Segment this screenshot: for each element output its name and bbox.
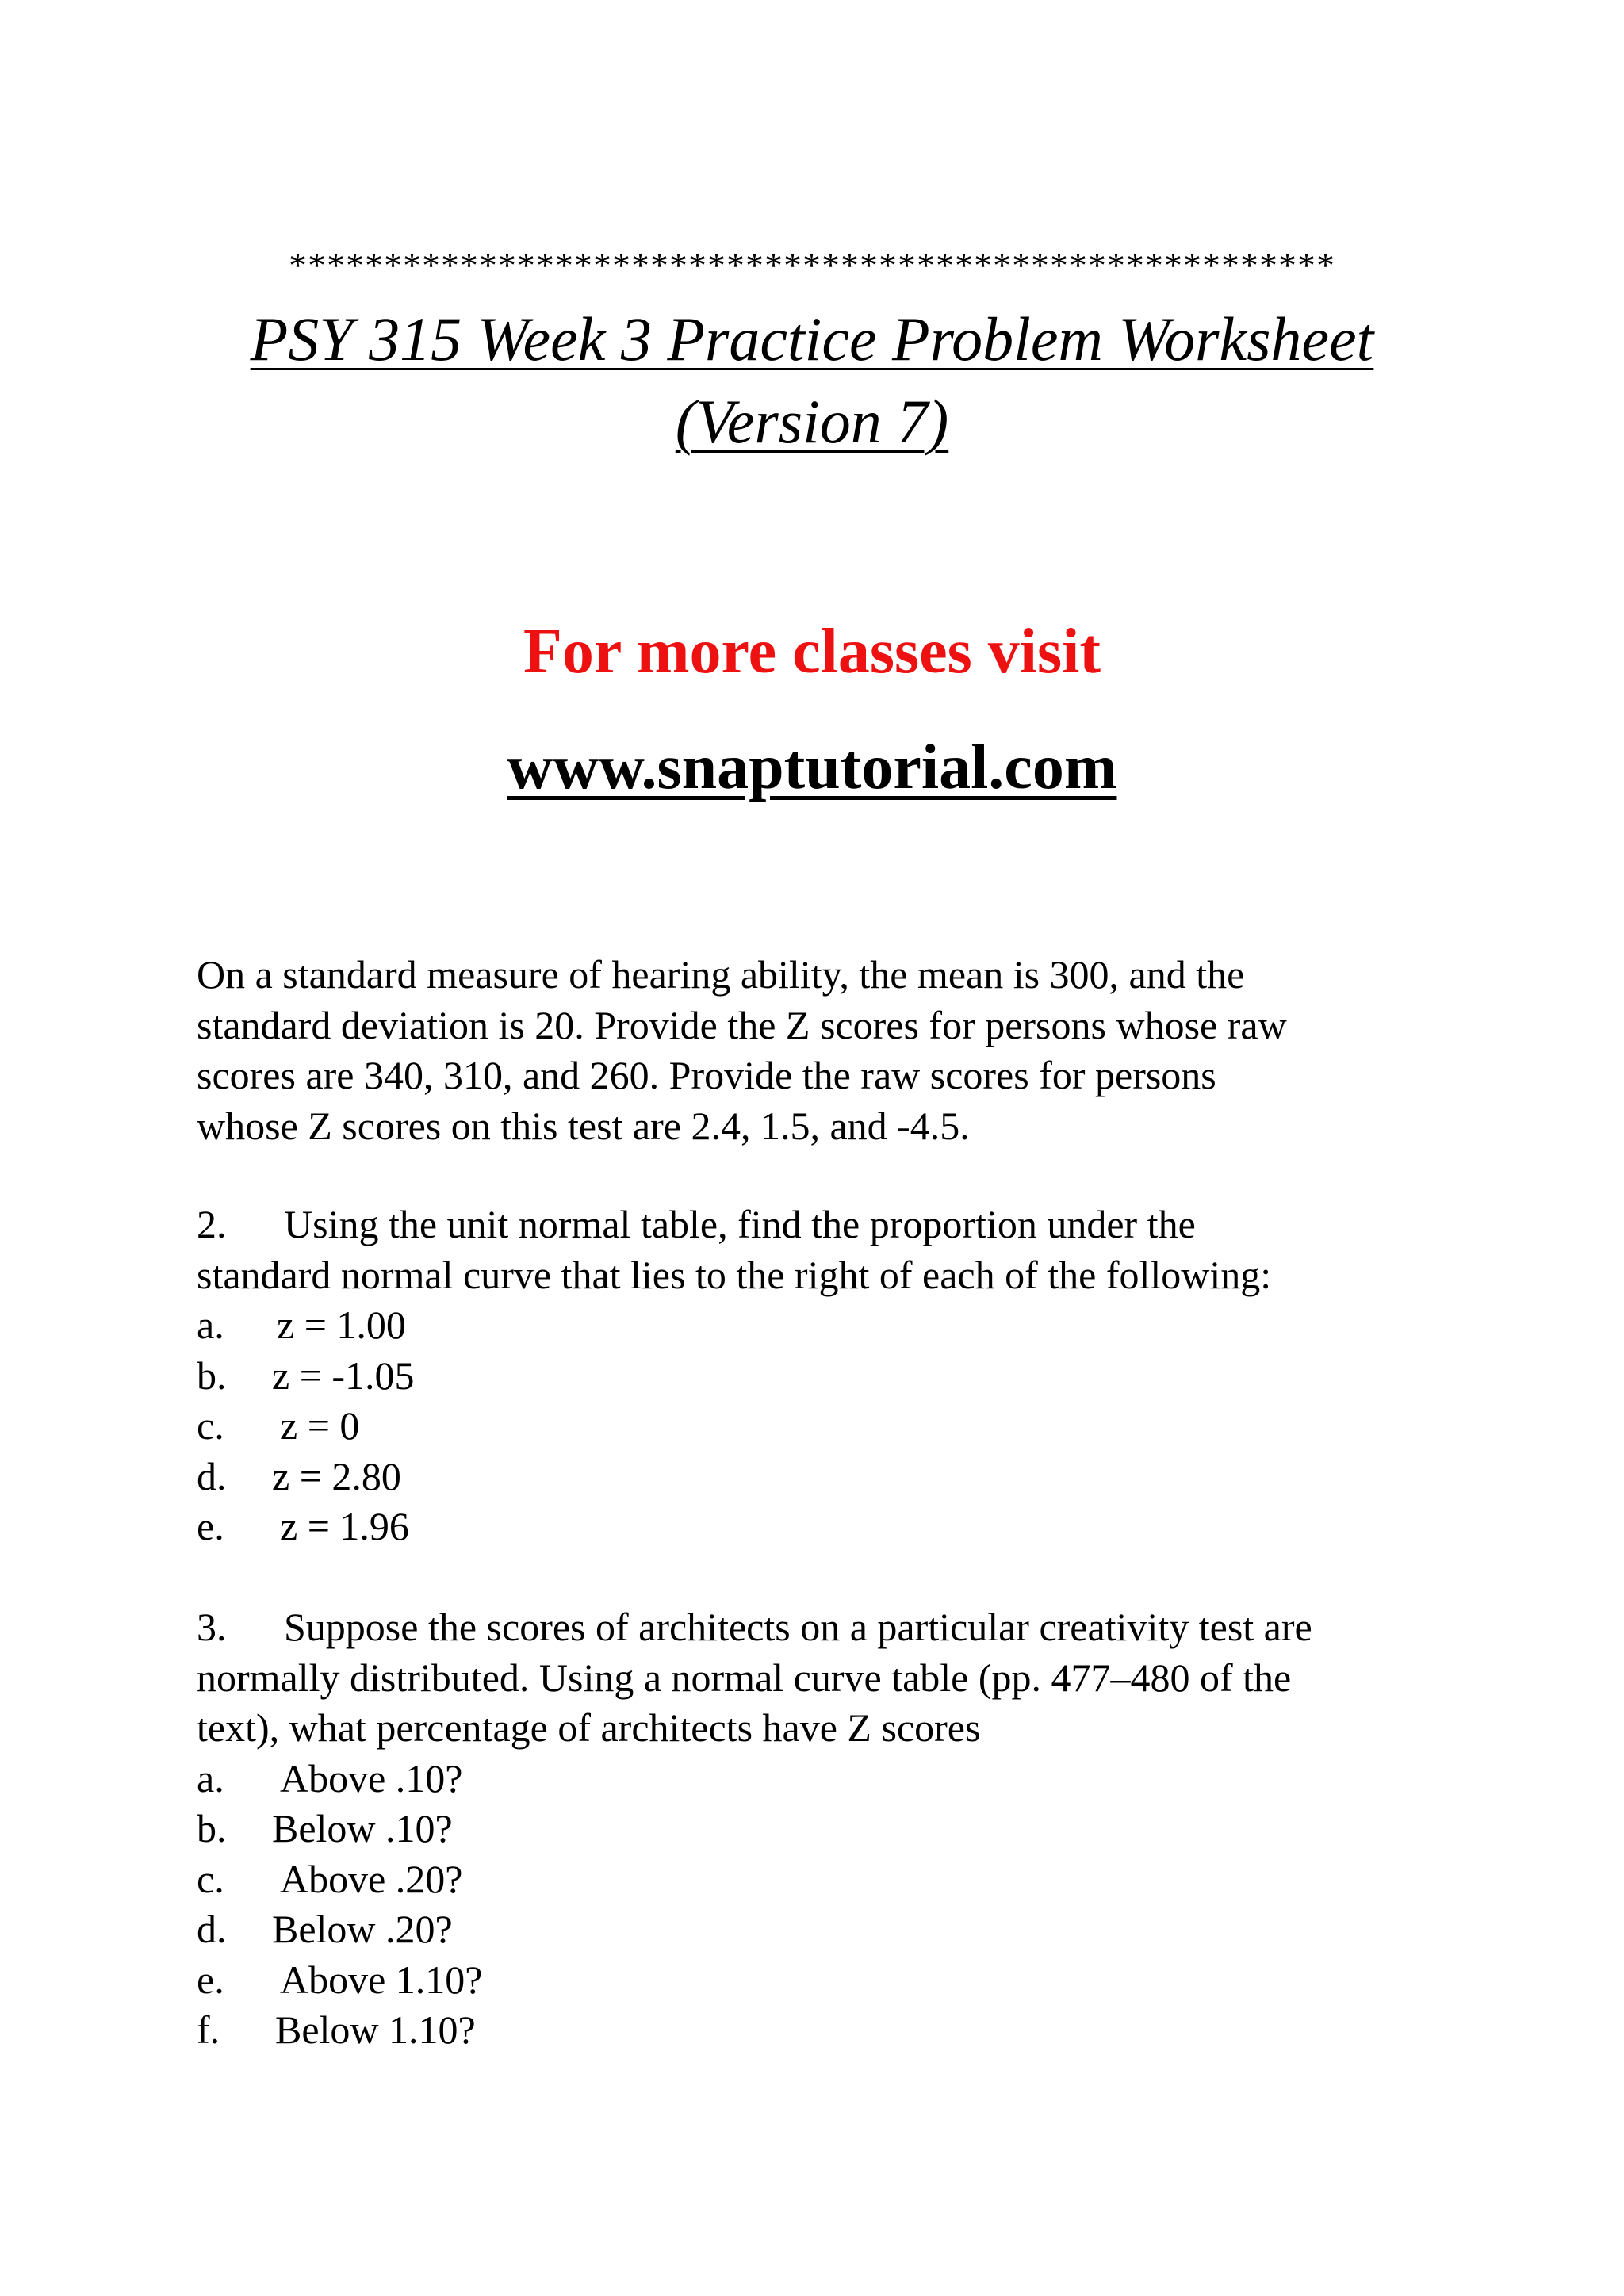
option-item xyxy=(197,1351,1434,1402)
question-3 xyxy=(197,1602,1434,2056)
option-item xyxy=(197,1754,1434,1804)
option-text: Below .20? xyxy=(272,1907,453,1951)
option-item xyxy=(197,1955,1434,2006)
option-item xyxy=(197,1502,1434,1552)
option-letter: b. xyxy=(197,1353,227,1398)
option-text: z = -1.05 xyxy=(272,1353,415,1398)
option-letter: f. xyxy=(197,2007,220,2052)
question-3-stem xyxy=(197,1602,1434,1653)
title-line-2: (Version 7) xyxy=(675,387,949,456)
promo-text: For more classes visit xyxy=(523,617,1101,687)
question-3-number: 3. xyxy=(197,1605,227,1649)
option-letter: c. xyxy=(197,1856,224,1901)
question-1-line: whose Z scores on this test are 2.4, 1.5, and -4.5. xyxy=(197,1103,970,1148)
question-2-line-2: standard normal curve that lies to the right of each of the following: xyxy=(197,1252,1272,1297)
option-letter: e. xyxy=(197,1957,224,2002)
option-item xyxy=(197,1854,1434,1905)
question-1-line: standard deviation is 20. Provide the Z scores for persons whose raw xyxy=(197,1002,1287,1047)
option-text: Below .10? xyxy=(272,1806,453,1850)
option-letter: d. xyxy=(197,1907,227,1951)
option-text: Above 1.10? xyxy=(280,1957,483,2002)
option-text: Below 1.10? xyxy=(275,2007,476,2052)
option-text: z = 1.00 xyxy=(277,1303,406,1347)
option-letter: b. xyxy=(197,1806,227,1850)
option-letter: e. xyxy=(197,1504,224,1548)
option-item xyxy=(197,1300,1434,1351)
asterisk-divider: ******************************************************* xyxy=(289,245,1335,285)
option-item xyxy=(197,1401,1434,1452)
option-item xyxy=(197,1904,1434,1955)
question-2-line-1: Using the unit normal table, find the proportion under the xyxy=(284,1202,1196,1246)
question-1-line: scores are 340, 310, and 260. Provide the raw scores for persons xyxy=(197,1053,1216,1097)
option-letter: c. xyxy=(197,1403,224,1448)
question-1 xyxy=(197,950,1434,1151)
question-3-line-3: text), what percentage of architects have Z scores xyxy=(197,1705,981,1750)
option-text: z = 0 xyxy=(280,1403,360,1448)
question-3-line-1: Suppose the scores of architects on a particular creativity test are xyxy=(284,1605,1312,1649)
option-text: z = 2.80 xyxy=(272,1453,401,1498)
option-letter: d. xyxy=(197,1453,227,1498)
title-line-1: PSY 315 Week 3 Practice Problem Worksheet xyxy=(250,304,1374,373)
option-text: z = 1.96 xyxy=(280,1504,409,1548)
option-letter: a. xyxy=(197,1303,224,1347)
option-item xyxy=(197,2005,1434,2056)
page-subtitle xyxy=(0,382,1624,461)
question-2-number: 2. xyxy=(197,1202,227,1246)
option-text: Above .20? xyxy=(280,1856,463,1901)
option-text: Above .10? xyxy=(280,1755,463,1800)
question-3-line-2: normally distributed. Using a normal curve table (pp. 477–480 of the xyxy=(197,1655,1292,1700)
question-1-line: On a standard measure of hearing ability, the mean is 300, and the xyxy=(197,952,1245,997)
page-title xyxy=(0,300,1624,379)
option-item xyxy=(197,1804,1434,1854)
website-link[interactable]: www.snaptutorial.com xyxy=(507,733,1117,802)
promo-link-container xyxy=(0,728,1624,807)
option-letter: a. xyxy=(197,1755,224,1800)
question-2-stem xyxy=(197,1200,1434,1250)
question-2 xyxy=(197,1200,1434,1552)
option-item xyxy=(197,1452,1434,1502)
